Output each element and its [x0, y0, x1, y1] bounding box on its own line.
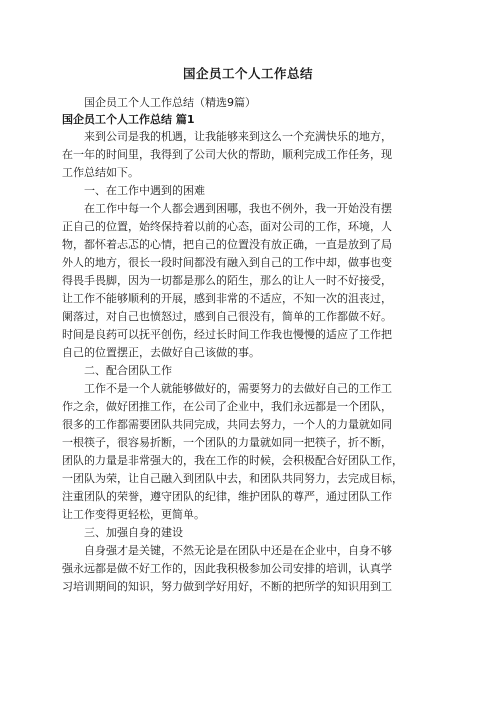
body-line: 外人的地方，很长一段时间都没有融入到自己的工作中却，做事也变: [62, 256, 392, 269]
body-line: 强永远都是做不好工作的，因此我积极参加公司安排的培训，认真学: [62, 562, 392, 575]
body-line: 得畏手畏脚，因为一切都是那么的陌生，那么的让人一时不好接受，: [62, 274, 392, 287]
body-line: 让工作不能够顺利的开展，感到非常的不适应，不知一次的沮丧过，: [62, 292, 392, 305]
body-line: 一团队为荣，让自己融入到团队中去，和团队共同努力，去完成目标，: [62, 472, 403, 485]
body-line: 阑落过，对自己也愤怒过，感到自己很没有，简单的工作都做不好。: [62, 310, 392, 323]
body-line: 注重团队的荣誉，遵守团队的纪律，维护团队的尊严，通过团队工作: [62, 490, 392, 503]
body-line: 团队的力量是非常强大的，我在工作的时候，会积极配合好团队工作，: [62, 454, 403, 467]
body-line: 让工作变得更轻松，更简单。: [62, 508, 205, 521]
document-title: 国企员工个人工作总结: [182, 66, 313, 81]
body-line: 正自己的位置，始终保持着以前的心态，面对公司的工作，环境，人: [62, 220, 392, 233]
body-line: 工作总结如下。: [62, 166, 139, 179]
section-heading: 三、加强自身的建设: [84, 526, 183, 539]
body-line: 自己的位置摆正，去做好自己该做的事。: [62, 346, 260, 359]
section-heading: 一、在工作中遇到的困难: [84, 184, 205, 197]
body-line: 时间是良药可以抚平创伤，经过长时间工作我也慢慢的适应了工作把: [62, 328, 392, 341]
body-line: 物，都怀着忐忑的心情，把自己的位置没有放正确，一直是放到了局: [62, 238, 392, 251]
document-subtitle: 国企员工个人工作总结（精选9篇）: [84, 96, 256, 109]
body-line: 在一年的时间里，我得到了公司大伙的帮助，顺利完成工作任务，现: [62, 148, 392, 161]
body-line: 很多的工作都需要团队共同完成，共同去努力，一个人的力量就如同: [62, 418, 392, 431]
body-line: 自身强才是关键，不然无论是在团队中还是在企业中，自身不够: [84, 544, 392, 557]
body-line: 来到公司是我的机遇，让我能够来到这么一个充满快乐的地方，: [84, 130, 392, 143]
body-line: 工作不是一个人就能够做好的，需要努力的去做好自己的工作工: [84, 382, 392, 395]
body-line: 作之余，做好团推工作，在公司了企业中，我们永远都是一个团队，: [62, 400, 392, 413]
section-heading: 二、配合团队工作: [84, 364, 172, 377]
body-line: 在工作中每一个人都会遇到困哪，我也不例外，我一开始没有摆: [84, 202, 392, 215]
body-line: 一根筷子，很容易折断，一个团队的力量就如同一把筷子，折不断，: [62, 436, 392, 449]
article-heading: 国企员工个人工作总结 篇1: [62, 113, 195, 126]
body-line: 习培训期间的知识，努力做到学好用好，不断的把所学的知识用到工: [62, 580, 392, 593]
